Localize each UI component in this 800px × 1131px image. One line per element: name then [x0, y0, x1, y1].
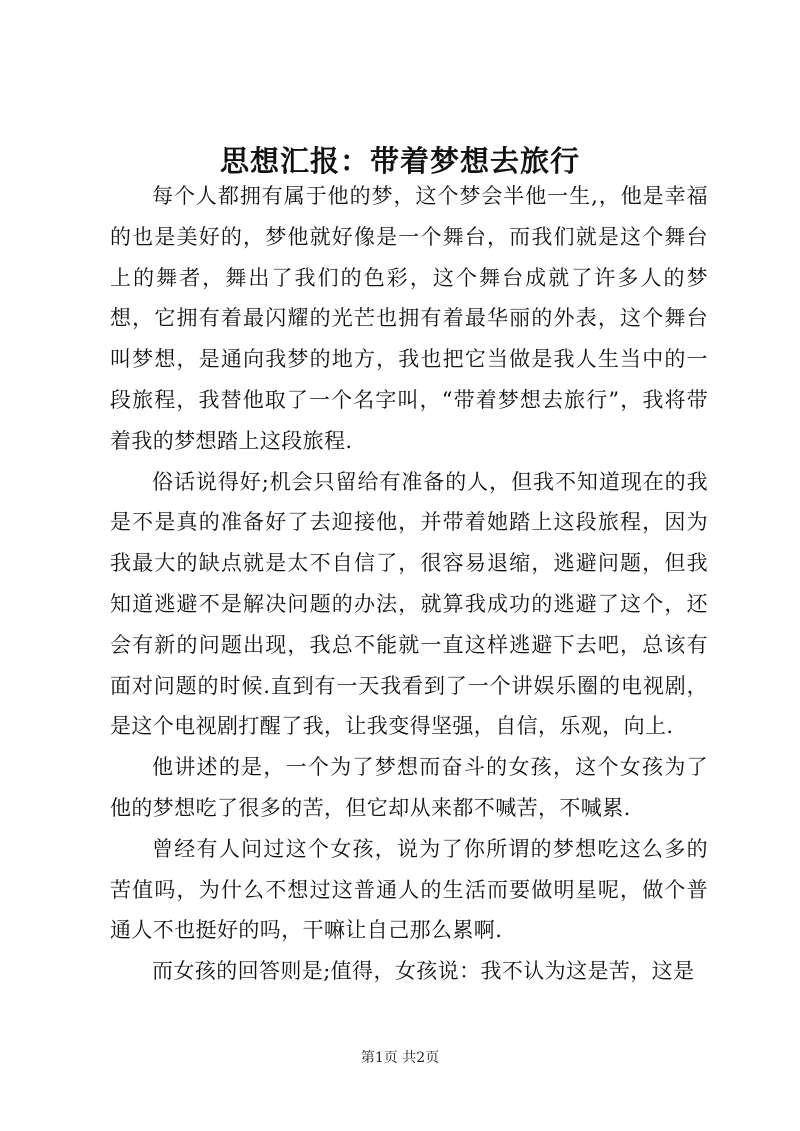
- document-body: [110, 176, 708, 992]
- paragraph: 每个人都拥有属于他的梦，这个梦会半他一生,，他是幸福的也是美好的，梦他就好像是一个舞台，而我们就是这个舞台上的舞者，舞出了我们的色彩，这个舞台成就了许多人的梦想，它拥有着最闪耀的光芒也拥有着最华丽的外表，这个舞台叫梦想，是通向我梦的地方，我也把它当做是我人生当中的一段旅程，我替他取了一个名字叫，“带着梦想去旅行”，我将带着我的梦想踏上这段旅程.: [110, 184, 708, 453]
- page-footer: 第1页 共2页: [360, 1050, 440, 1066]
- document-title: 思想汇报：带着梦想去旅行: [219, 144, 580, 178]
- paragraph: 而女孩的回答则是;值得，女孩说：我不认为这是苦，这是: [152, 959, 695, 984]
- paragraph: 曾经有人问过这个女孩，说为了你所谓的梦想吃这么多的苦值吗，为什么不想过这普通人的生活而要做明星呢，做个普通人不也挺好的吗，干嘛让自己那么累啊.: [110, 836, 708, 943]
- paragraph: 俗话说得好;机会只留给有准备的人，但我不知道现在的我是不是真的准备好了去迎接他，并带着她踏上这段旅程，因为我最大的缺点就是太不自信了，很容易退缩，逃避问题，但我知道逃避不是解决问题的办法，就算我成功的逃避了这个，还会有新的问题出现，我总不能就一直这样逃避下去吧，总该有面对问题的时候.直到有一天我看到了一个讲娱乐圈的电视剧，是这个电视剧打醒了我，让我变得坚强，自信，乐观，向上.: [110, 469, 708, 739]
- paragraph: 他讲述的是，一个为了梦想而奋斗的女孩，这个女孩为了他的梦想吃了很多的苦，但它却从来都不喊苦，不喊累.: [110, 755, 708, 820]
